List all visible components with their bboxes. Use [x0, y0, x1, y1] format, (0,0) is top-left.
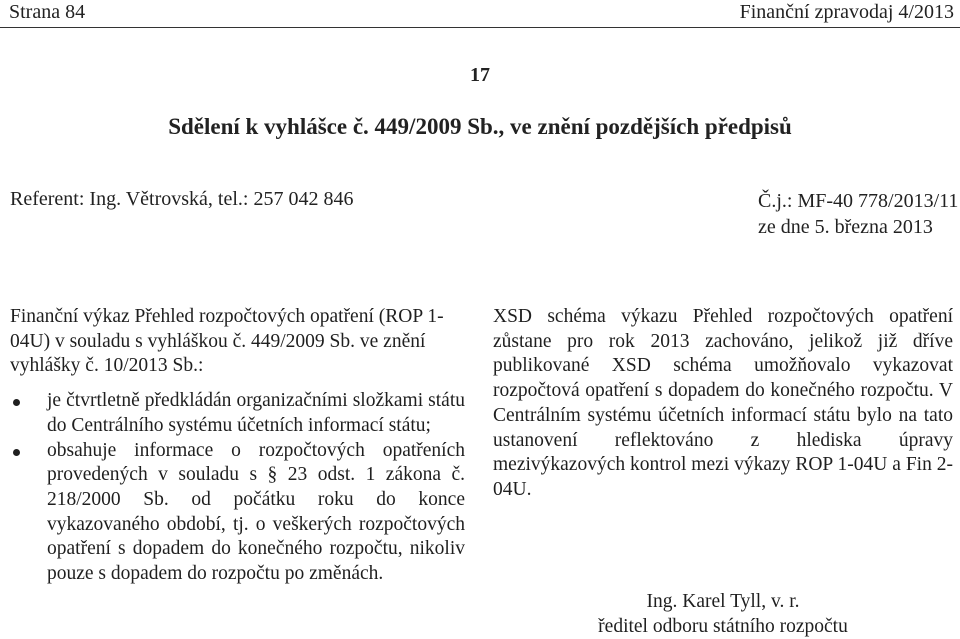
bullet-icon	[13, 399, 20, 406]
header-rule	[0, 27, 960, 28]
list-item	[10, 389, 465, 438]
reference-date: ze dne 5. března 2013	[758, 216, 933, 238]
bullet-icon	[13, 449, 20, 456]
referent-line: Referent: Ing. Větrovská, tel.: 257 042 846	[10, 188, 354, 210]
bullet-list	[10, 389, 465, 587]
left-column	[10, 305, 465, 587]
journal-title: Finanční zpravodaj 4/2013	[739, 1, 954, 23]
document-number: 17	[470, 64, 490, 86]
right-column	[493, 305, 953, 639]
list-item	[10, 439, 465, 587]
list-item-text: obsahuje informace o rozpočtových opatřeních provedených v souladu s § 23 odst. 1 zákona č. 218/2000 Sb. od počátku roku do konce vykazovaného období, tj. o veškerých rozpočtových opatření s dopadem do konečného rozpočtu, nikoliv pouze s dopadem do rozpočtu po změnách.	[47, 439, 465, 585]
page-number: Strana 84	[9, 1, 86, 23]
list-item-text: je čtvrtletně předkládán organizačními složkami státu do Centrálního systému účetních informací státu;	[47, 390, 465, 436]
reference-number: Č.j.: MF-40 778/2013/11	[758, 190, 959, 212]
document-title: Sdělení k vyhlášce č. 449/2009 Sb., ve znění pozdějších předpisů	[168, 114, 792, 139]
reference-number-block	[758, 188, 958, 240]
signature-name: Ing. Karel Tyll, v. r.	[646, 590, 800, 612]
body-paragraph: XSD schéma výkazu Přehled rozpočtových opatření zůstane pro rok 2013 zachováno, jelikož již dříve publikované XSD schéma umožňovalo vykazovat rozpočtová opatření s dopadem do konečného rozpočtu. V Centrálním systému účetních informací státu bylo na tato ustanovení reflektováno z hlediska úpravy mezivýkazových kontrol mezi výkazy ROP 1-04U a Fin 2-04U.	[493, 306, 953, 500]
intro-paragraph: Finanční výkaz Přehled rozpočtových opatření (ROP 1-04U) v souladu s vyhláškou č. 449/2009 Sb. ve znění vyhlášky č. 10/2013 Sb.:	[10, 306, 444, 377]
signature-block	[493, 589, 953, 639]
signature-role: ředitel odboru státního rozpočtu	[598, 615, 848, 637]
